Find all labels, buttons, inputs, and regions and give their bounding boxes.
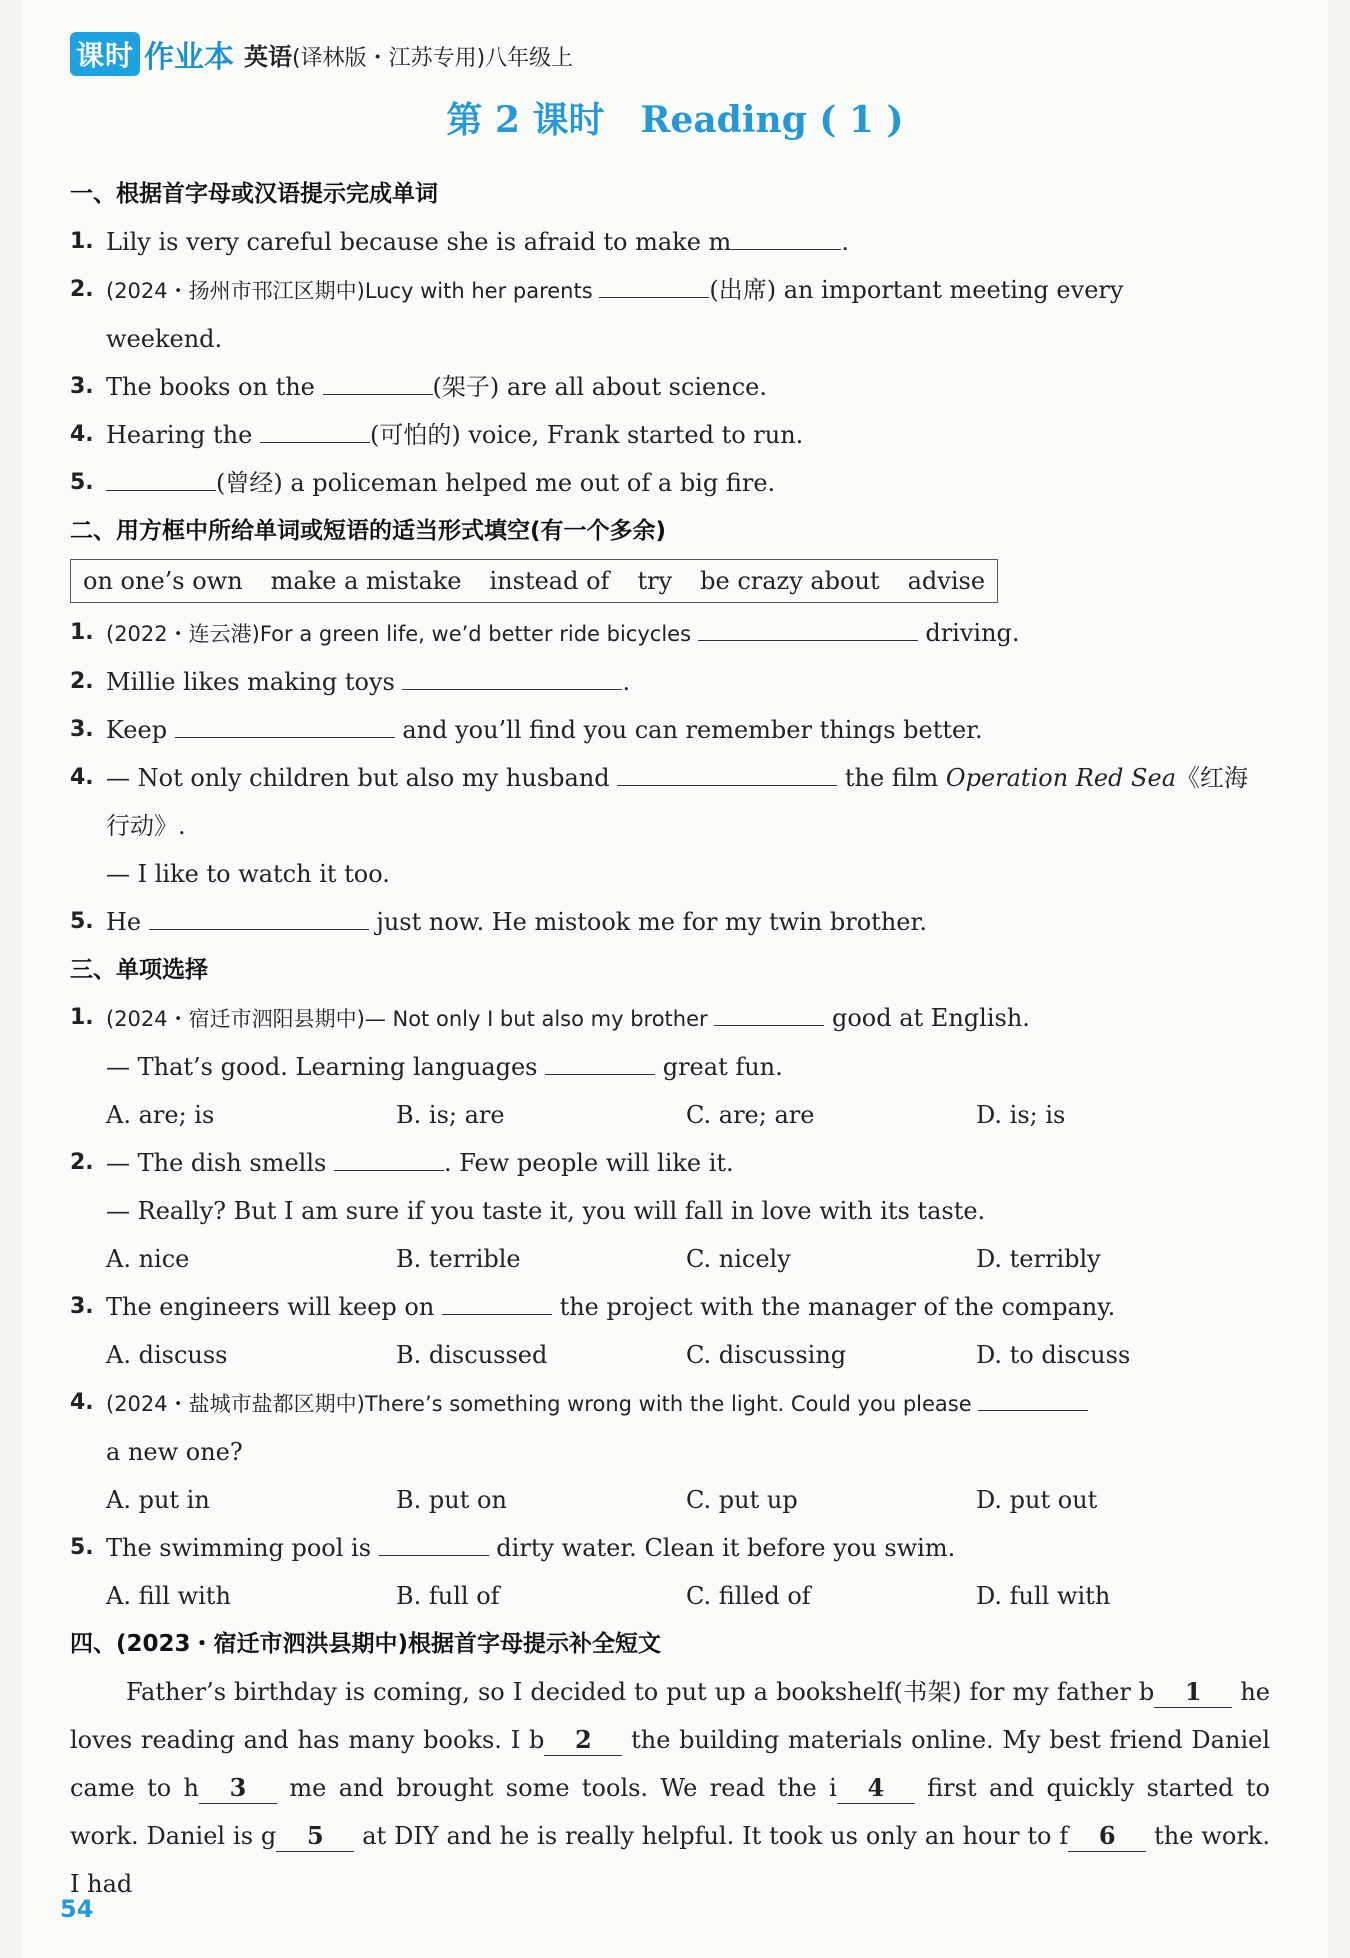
cloze-blank[interactable]: 3 xyxy=(199,1773,277,1804)
s1-question-2-cont: weekend. xyxy=(106,325,223,353)
question-number: 4. xyxy=(70,422,94,447)
word-option: be crazy about xyxy=(700,567,880,595)
answer-blank[interactable] xyxy=(599,267,709,298)
passage-text: Father’s birthday is coming, so I decided to put up a bookshelf(书架) for my father b xyxy=(126,1678,1155,1706)
passage-text: at DIY and he is really helpful. It took us only an hour to f xyxy=(354,1822,1069,1850)
passage-text: first and quickly started to work. Daniel is g xyxy=(70,1774,1270,1850)
option-b[interactable]: B. terrible xyxy=(396,1245,521,1273)
question-text: Hearing the xyxy=(106,421,260,449)
passage-text: the work. I had xyxy=(70,1822,1270,1898)
question-number: 5. xyxy=(70,470,94,495)
s3-question-1-reply xyxy=(70,1043,1270,1091)
s3-question-1 xyxy=(70,994,1270,1043)
passage-text: me and brought some tools. We read the i xyxy=(277,1774,837,1802)
logo-text: 作业本 xyxy=(144,40,235,75)
s3-question-4-options xyxy=(70,1476,1270,1524)
option-b[interactable]: B. full of xyxy=(396,1582,500,1610)
question-number: 1. xyxy=(70,620,94,645)
option-c[interactable]: C. filled of xyxy=(686,1582,811,1610)
worksheet xyxy=(70,170,1270,1908)
s2-question-4 xyxy=(70,754,1270,802)
question-text: (出席) an important meeting every xyxy=(709,276,1124,304)
question-text: (可怕的) voice, Frank started to run. xyxy=(369,421,804,449)
answer-blank[interactable] xyxy=(617,755,837,786)
question-text: . xyxy=(841,228,849,256)
option-d[interactable]: D. is; is xyxy=(976,1101,1066,1129)
answer-blank[interactable] xyxy=(334,1140,444,1171)
answer-blank[interactable] xyxy=(175,707,395,738)
question-number: 5. xyxy=(70,1535,94,1560)
film-title: Operation Red Sea xyxy=(945,764,1177,792)
question-text: the film xyxy=(837,764,946,792)
option-a[interactable]: A. nice xyxy=(106,1245,190,1273)
answer-blank[interactable] xyxy=(149,899,369,930)
subject-label xyxy=(244,37,573,72)
question-number: 3. xyxy=(70,1294,94,1319)
question-text: just now. He mistook me for my twin brother. xyxy=(368,908,927,936)
section-1-heading: 一、根据首字母或汉语提示完成单词 xyxy=(70,181,438,207)
option-a[interactable]: A. discuss xyxy=(106,1341,228,1369)
question-text: 《红海 xyxy=(1176,764,1249,792)
answer-blank[interactable] xyxy=(402,659,622,690)
question-number: 1. xyxy=(70,1005,94,1030)
question-text: — The dish smells xyxy=(106,1149,334,1177)
s3-question-4 xyxy=(70,1379,1270,1428)
s3-question-5 xyxy=(70,1524,1270,1572)
question-text: The engineers will keep on xyxy=(106,1293,442,1321)
question-text: — Not only children but also my husband xyxy=(106,764,618,792)
logo-box: 课时 xyxy=(70,32,140,76)
answer-blank[interactable] xyxy=(260,412,370,443)
s3-question-2 xyxy=(70,1139,1270,1187)
s3-question-2-options xyxy=(70,1235,1270,1283)
s1-question-2 xyxy=(70,266,1270,315)
question-text: The swimming pool is xyxy=(106,1534,379,1562)
cloze-blank[interactable]: 1 xyxy=(1154,1677,1232,1708)
question-number: 4. xyxy=(70,765,94,790)
question-text: driving. xyxy=(917,619,1020,647)
answer-blank[interactable] xyxy=(731,219,841,250)
question-text: . xyxy=(622,668,631,696)
header xyxy=(70,32,573,76)
option-b[interactable]: B. put on xyxy=(396,1486,507,1514)
option-a[interactable]: A. are; is xyxy=(106,1101,215,1129)
cloze-blank[interactable]: 5 xyxy=(276,1821,354,1852)
question-text: (2024・扬州市邗江区期中)Lucy with her parents xyxy=(106,279,600,303)
question-text: Lily is very careful because she is afraid to make m xyxy=(106,228,732,256)
s2-question-4-cont: 行动》. xyxy=(106,812,186,840)
question-text: good at English. xyxy=(824,1004,1030,1032)
question-number: 2. xyxy=(70,669,94,694)
answer-blank[interactable] xyxy=(545,1044,655,1075)
s1-question-3 xyxy=(70,363,1270,411)
s3-question-3 xyxy=(70,1283,1270,1331)
question-text: The books on the xyxy=(106,373,323,401)
s3-question-3-options xyxy=(70,1331,1270,1379)
question-text: . Few people will like it. xyxy=(443,1149,734,1177)
question-number: 3. xyxy=(70,717,94,742)
cloze-blank[interactable]: 6 xyxy=(1068,1821,1146,1852)
s3-question-5-options xyxy=(70,1572,1270,1620)
question-number: 2. xyxy=(70,277,94,302)
question-number: 5. xyxy=(70,909,94,934)
section-3-heading: 三、单项选择 xyxy=(70,957,208,983)
edition: (译林版・江苏专用)八年级上 xyxy=(292,45,574,71)
option-a[interactable]: A. put in xyxy=(106,1486,210,1514)
question-text: dirty water. Clean it before you swim. xyxy=(488,1534,956,1562)
word-option: on one’s own xyxy=(83,567,243,595)
passage-text: the building materials online. My best friend Daniel came to h xyxy=(70,1726,1270,1802)
s3-question-2-reply: — Really? But I am sure if you taste it, you will fall in love with its taste. xyxy=(106,1197,986,1225)
option-d[interactable]: D. to discuss xyxy=(976,1341,1131,1369)
question-text: (2024・宿迁市泗阳县期中)— Not only I but also my brother xyxy=(106,1007,715,1031)
page-title: 第 2 课时 Reading ( 1 ) xyxy=(446,99,904,141)
option-d[interactable]: D. put out xyxy=(976,1486,1098,1514)
option-a[interactable]: A. fill with xyxy=(106,1582,231,1610)
option-c[interactable]: C. nicely xyxy=(686,1245,791,1273)
question-text: (2022・连云港)For a green life, we’d better ride bicycles xyxy=(106,622,698,646)
question-number: 2. xyxy=(70,1150,94,1175)
word-box xyxy=(70,559,998,603)
word-option: make a mistake xyxy=(270,567,462,595)
s3-question-4-cont: a new one? xyxy=(106,1438,243,1466)
cloze-passage xyxy=(70,1668,1270,1908)
question-number: 4. xyxy=(70,1390,94,1415)
word-option: instead of xyxy=(489,567,610,595)
option-c[interactable]: C. put up xyxy=(686,1486,798,1514)
cloze-blank[interactable]: 4 xyxy=(837,1773,915,1804)
s2-question-3 xyxy=(70,706,1270,754)
word-option: try xyxy=(637,567,673,595)
question-text: and you’ll find you can remember things better. xyxy=(394,716,983,744)
passage-text: he loves reading and has many books. I b xyxy=(70,1678,1270,1754)
s2-question-1 xyxy=(70,609,1270,658)
section-2-heading: 二、用方框中所给单词或短语的适当形式填空(有一个多余) xyxy=(70,518,667,544)
answer-blank[interactable] xyxy=(698,610,918,641)
question-number: 1. xyxy=(70,229,94,254)
question-text: Millie likes making toys xyxy=(106,668,403,696)
answer-blank[interactable] xyxy=(714,995,824,1026)
s2-question-4-reply: — I like to watch it too. xyxy=(106,860,390,888)
question-text: the project with the manager of the company. xyxy=(551,1293,1116,1321)
s1-question-1 xyxy=(70,218,1270,266)
s2-question-2 xyxy=(70,658,1270,706)
question-text: (架子) are all about science. xyxy=(432,373,767,401)
option-b[interactable]: B. discussed xyxy=(396,1341,548,1369)
s3-question-1-options xyxy=(70,1091,1270,1139)
question-number: 3. xyxy=(70,374,94,399)
section-4-heading: 四、(2023・宿迁市泗洪县期中)根据首字母提示补全短文 xyxy=(70,1631,662,1657)
page-number: 54 xyxy=(60,1895,94,1923)
s2-question-5 xyxy=(70,898,1270,946)
question-text: (2024・盐城市盐都区期中)There’s something wrong with the light. Could you please xyxy=(106,1392,979,1416)
answer-blank[interactable] xyxy=(978,1380,1088,1411)
s1-question-5 xyxy=(70,459,1270,507)
answer-blank[interactable] xyxy=(442,1284,552,1315)
option-b[interactable]: B. is; are xyxy=(396,1101,505,1129)
question-text: Keep xyxy=(106,716,175,744)
question-text: — That’s good. Learning languages xyxy=(106,1053,546,1081)
question-text: great fun. xyxy=(655,1053,783,1081)
option-d[interactable]: D. terribly xyxy=(976,1245,1101,1273)
question-text: (曾经) a policeman helped me out of a big fire. xyxy=(216,469,776,497)
s1-question-4 xyxy=(70,411,1270,459)
word-option: advise xyxy=(907,567,986,595)
question-text: He xyxy=(106,908,149,936)
subject-name: 英语 xyxy=(244,42,293,71)
option-c[interactable]: C. are; are xyxy=(686,1101,815,1129)
option-d[interactable]: D. full with xyxy=(976,1582,1111,1610)
answer-blank[interactable] xyxy=(323,364,433,395)
answer-blank[interactable] xyxy=(106,460,216,491)
option-c[interactable]: C. discussing xyxy=(686,1341,847,1369)
answer-blank[interactable] xyxy=(379,1525,489,1556)
cloze-blank[interactable]: 2 xyxy=(544,1725,622,1756)
logo xyxy=(70,32,234,76)
